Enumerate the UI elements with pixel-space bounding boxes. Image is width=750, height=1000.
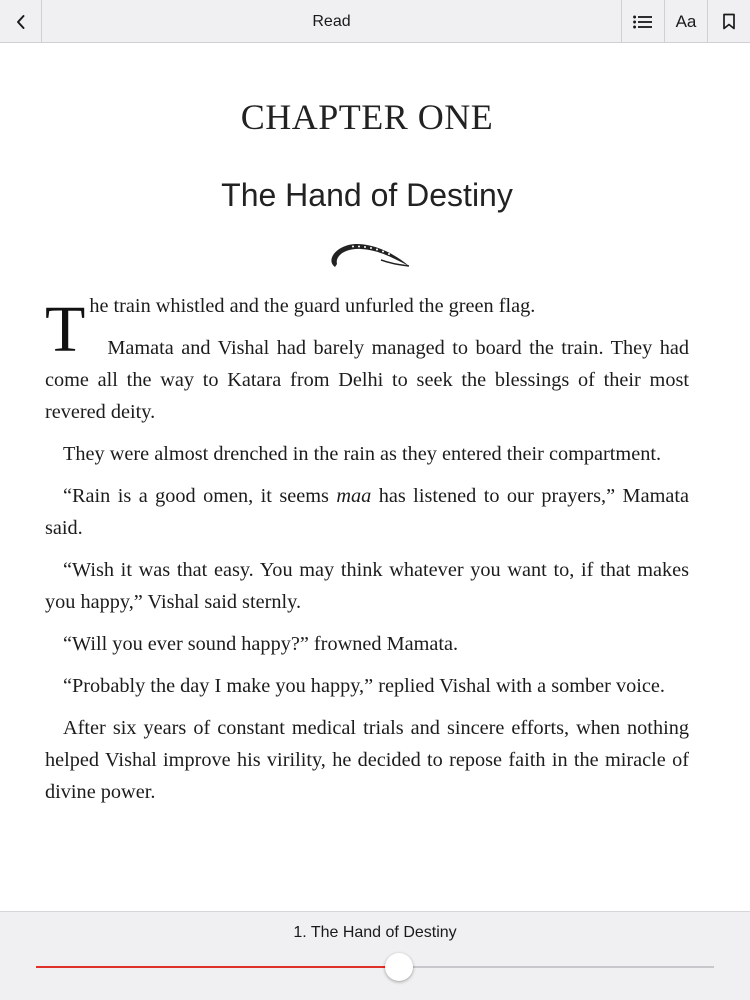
paragraph-text: They were almost drenched in the rain as they entered their compartment. [63,443,662,465]
paragraph-text: “Rain is a good omen, it seems [63,485,337,507]
paragraph-text: Mamata and Vishal had barely managed to board the train. They had come all the way to Katara from Delhi to seek the blessings of their most revered deity. [45,337,689,423]
paragraph [45,332,689,428]
chapter-title: The Hand of Destiny [221,177,513,213]
current-chapter-label: 1. The Hand of Destiny [293,924,457,941]
paragraph-text: “Wish it was that easy. You may think whatever you want to, if that makes you happy,” Vishal said sternly. [45,559,689,613]
chapter-number: CHAPTER ONE [240,97,494,137]
paragraph [45,712,689,808]
toolbar-title: Read [312,13,351,30]
bookmark-button[interactable] [707,0,750,43]
chevron-left-icon [15,14,27,30]
font-settings-button[interactable]: Aa [664,0,707,43]
paragraph [45,628,689,660]
paragraph-text: After six years of constant medical trials and sincere efforts, when nothing helped Vishal improve his virility, he decided to repose faith in the miracle of divine power. [45,717,689,803]
bottom-toolbar [0,911,750,1000]
opening-paragraph [45,290,689,428]
top-toolbar [0,0,750,43]
paragraph [45,554,689,618]
paragraph [45,438,689,470]
drop-cap: T [45,293,86,366]
paragraph [45,480,689,544]
table-of-contents-button[interactable] [621,0,664,43]
chapter-body [45,290,689,818]
paragraph [45,670,689,702]
paragraph-text: has listened to our prayers,” Mamata said. [45,485,689,539]
emphasis-text: maa [336,485,372,507]
paragraph-text: “Probably the day I make you happy,” replied Vishal with a somber voice. [63,675,665,697]
progress-slider-fill [36,966,399,968]
progress-slider-thumb[interactable] [385,953,413,981]
paragraph-text: he train whistled and the guard unfurled the green flag. [89,295,536,317]
ornament-flourish-icon [323,236,413,276]
paragraph [45,290,689,322]
back-button[interactable] [0,0,42,43]
list-icon [633,15,653,29]
progress-slider[interactable] [36,966,714,968]
bookmark-icon [722,13,736,30]
paragraph-text: “Will you ever sound happy?” frowned Mamata. [63,633,459,655]
